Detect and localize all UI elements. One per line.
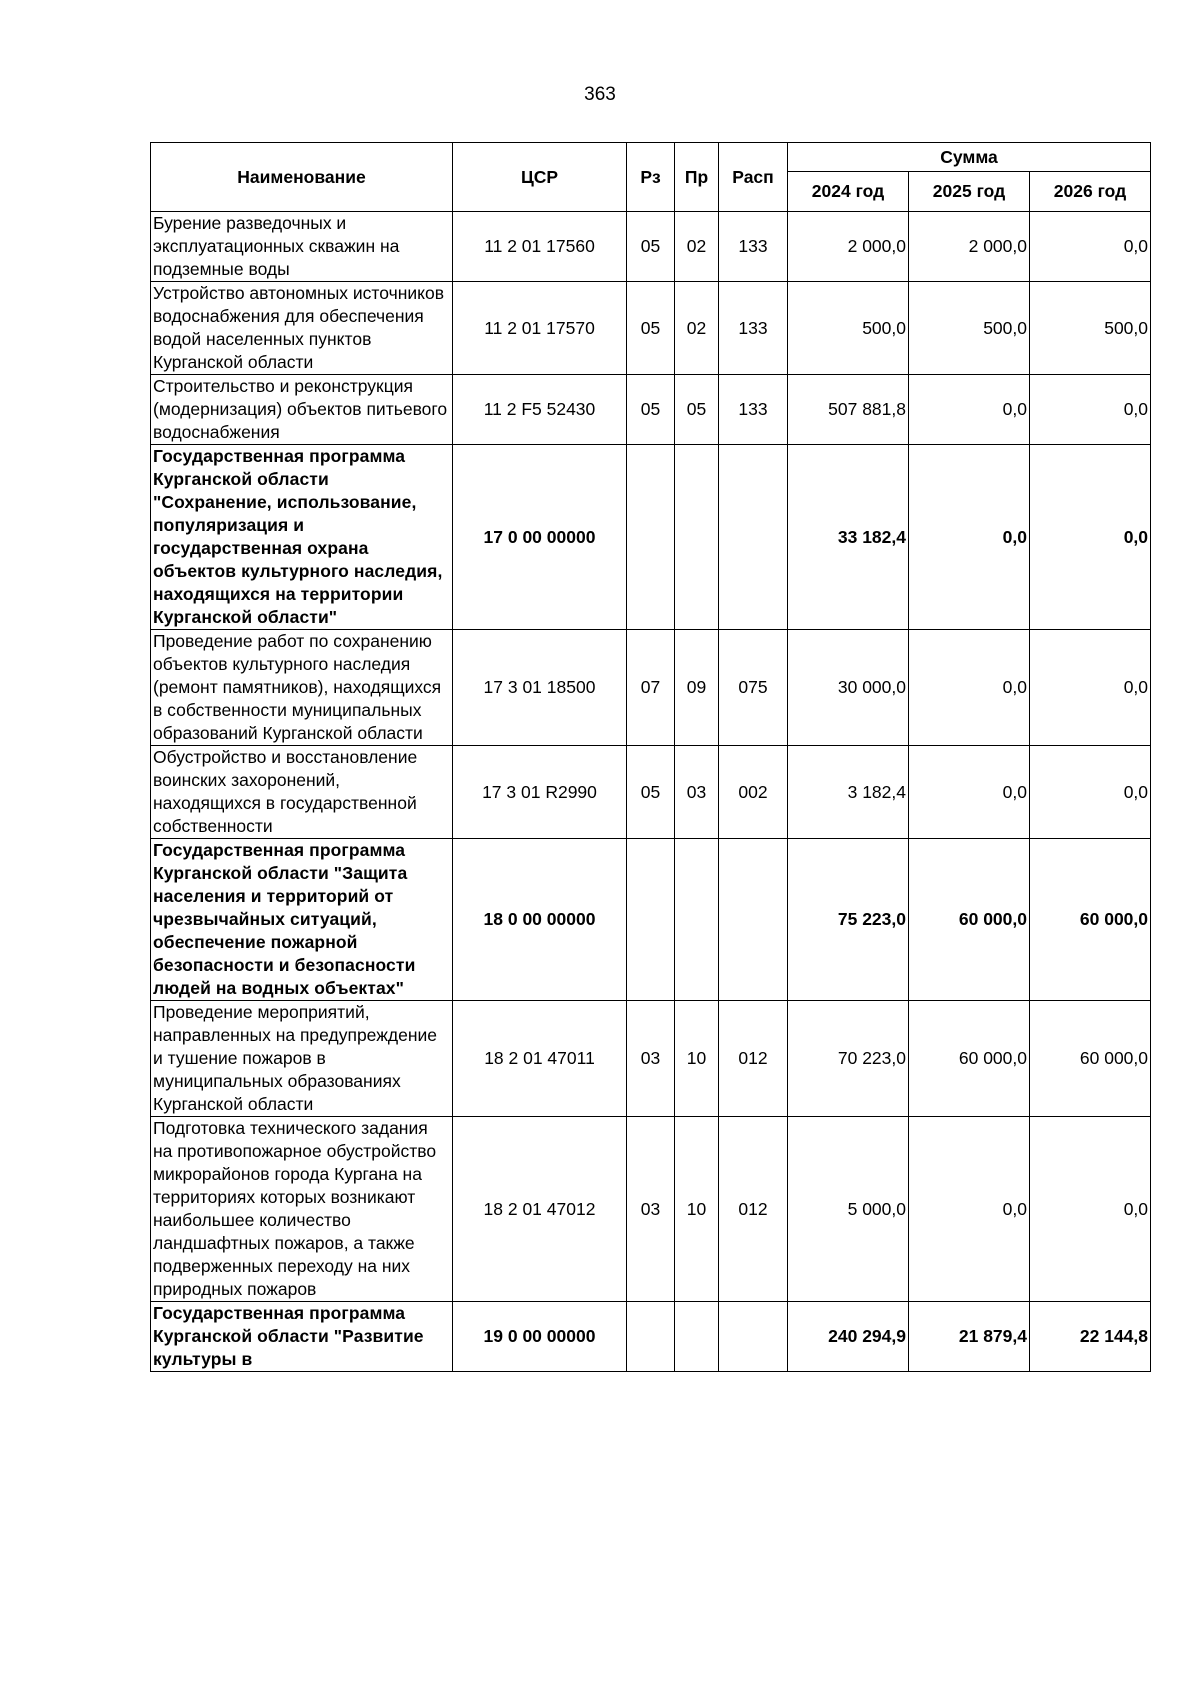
row-rasp: [719, 445, 788, 630]
row-rasp: 012: [719, 1001, 788, 1117]
row-name: Обустройство и восстановление воинских захоронений, находящихся в государственной собственности: [151, 746, 453, 839]
row-pr: 09: [675, 630, 719, 746]
row-csr: 17 3 01 R2990: [453, 746, 627, 839]
header-csr: ЦСР: [453, 143, 627, 212]
row-name: Проведение работ по сохранению объектов культурного наследия (ремонт памятников), находящихся в собственности муниципальных образований Курганской области: [151, 630, 453, 746]
header-name: Наименование: [151, 143, 453, 212]
header-2024: 2024 год: [788, 172, 909, 212]
row-pr: 02: [675, 282, 719, 375]
row-pr: [675, 839, 719, 1001]
program-row: [151, 445, 1151, 630]
row-rasp: 133: [719, 375, 788, 445]
row-rasp: [719, 1302, 788, 1372]
row-2025: 0,0: [909, 630, 1030, 746]
table-body: [151, 212, 1151, 1372]
row-2024: 75 223,0: [788, 839, 909, 1001]
row-name: Строительство и реконструкция (модернизация) объектов питьевого водоснабжения: [151, 375, 453, 445]
row-csr: 11 2 01 17560: [453, 212, 627, 282]
row-2024: 3 182,4: [788, 746, 909, 839]
header-2026: 2026 год: [1030, 172, 1151, 212]
row-csr: 18 2 01 47012: [453, 1117, 627, 1302]
row-rasp: 133: [719, 282, 788, 375]
header-sum: Сумма: [788, 143, 1151, 172]
row-csr: 17 3 01 18500: [453, 630, 627, 746]
program-name: Государственная программа Курганской области "Развитие культуры в: [151, 1302, 453, 1372]
row-2024: 30 000,0: [788, 630, 909, 746]
row-rz: 05: [627, 375, 675, 445]
row-2026: 0,0: [1030, 375, 1151, 445]
header-2025: 2025 год: [909, 172, 1030, 212]
row-rz: 05: [627, 282, 675, 375]
table-row: [151, 1117, 1151, 1302]
row-2026: 60 000,0: [1030, 1001, 1151, 1117]
row-pr: 02: [675, 212, 719, 282]
row-2025: 0,0: [909, 375, 1030, 445]
row-rasp: 012: [719, 1117, 788, 1302]
row-pr: 10: [675, 1001, 719, 1117]
table-row: [151, 212, 1151, 282]
row-2026: 500,0: [1030, 282, 1151, 375]
program-row: [151, 839, 1151, 1001]
row-2024: 70 223,0: [788, 1001, 909, 1117]
row-2026: 0,0: [1030, 212, 1151, 282]
header-rz: Рз: [627, 143, 675, 212]
row-name: Подготовка технического задания на противопожарное обустройство микрорайонов города Кургана на территориях которых возникают наибольшее количество ландшафтных пожаров, а также подверженных переходу на них природных пожаров: [151, 1117, 453, 1302]
row-2026: 0,0: [1030, 746, 1151, 839]
row-2025: 21 879,4: [909, 1302, 1030, 1372]
row-rz: [627, 445, 675, 630]
table-row: [151, 630, 1151, 746]
row-2025: 60 000,0: [909, 1001, 1030, 1117]
row-name: Проведение мероприятий, направленных на предупреждение и тушение пожаров в муниципальных образованиях Курганской области: [151, 1001, 453, 1117]
row-csr: 18 2 01 47011: [453, 1001, 627, 1117]
table-row: [151, 1001, 1151, 1117]
row-name: Бурение разведочных и эксплуатационных скважин на подземные воды: [151, 212, 453, 282]
row-csr: 11 2 01 17570: [453, 282, 627, 375]
row-2026: 0,0: [1030, 1117, 1151, 1302]
row-2025: 60 000,0: [909, 839, 1030, 1001]
table-row: [151, 746, 1151, 839]
row-rasp: [719, 839, 788, 1001]
row-rasp: 002: [719, 746, 788, 839]
row-csr: 18 0 00 00000: [453, 839, 627, 1001]
row-pr: 10: [675, 1117, 719, 1302]
row-2026: 60 000,0: [1030, 839, 1151, 1001]
program-row: [151, 1302, 1151, 1372]
row-rasp: 133: [719, 212, 788, 282]
row-2024: 33 182,4: [788, 445, 909, 630]
row-rz: [627, 839, 675, 1001]
header-pr: Пр: [675, 143, 719, 212]
program-name: Государственная программа Курганской области "Сохранение, использование, популяризация и государственная охрана объектов культурного наследия, находящихся на территории Курганской области": [151, 445, 453, 630]
row-rasp: 075: [719, 630, 788, 746]
row-rz: 07: [627, 630, 675, 746]
row-2025: 0,0: [909, 445, 1030, 630]
header-rasp: Расп: [719, 143, 788, 212]
row-2024: 500,0: [788, 282, 909, 375]
row-rz: 03: [627, 1001, 675, 1117]
table-header: [151, 143, 1151, 212]
table-row: [151, 375, 1151, 445]
row-2025: 0,0: [909, 1117, 1030, 1302]
row-2026: 22 144,8: [1030, 1302, 1151, 1372]
row-2025: 0,0: [909, 746, 1030, 839]
page-number: 363: [584, 84, 616, 105]
row-csr: 17 0 00 00000: [453, 445, 627, 630]
row-pr: [675, 445, 719, 630]
row-pr: 03: [675, 746, 719, 839]
budget-table: [150, 142, 1151, 1372]
row-2024: 507 881,8: [788, 375, 909, 445]
row-rz: 03: [627, 1117, 675, 1302]
program-name: Государственная программа Курганской области "Защита населения и территорий от чрезвычайных ситуаций, обеспечение пожарной безопасности и безопасности людей на водных объектах": [151, 839, 453, 1001]
row-2024: 2 000,0: [788, 212, 909, 282]
row-2026: 0,0: [1030, 445, 1151, 630]
row-2025: 500,0: [909, 282, 1030, 375]
row-rz: [627, 1302, 675, 1372]
row-2026: 0,0: [1030, 630, 1151, 746]
row-2024: 5 000,0: [788, 1117, 909, 1302]
row-2024: 240 294,9: [788, 1302, 909, 1372]
row-csr: 19 0 00 00000: [453, 1302, 627, 1372]
row-rz: 05: [627, 746, 675, 839]
row-pr: [675, 1302, 719, 1372]
row-pr: 05: [675, 375, 719, 445]
row-csr: 11 2 F5 52430: [453, 375, 627, 445]
table-row: [151, 282, 1151, 375]
row-rz: 05: [627, 212, 675, 282]
row-name: Устройство автономных источников водоснабжения для обеспечения водой населенных пунктов Курганской области: [151, 282, 453, 375]
row-2025: 2 000,0: [909, 212, 1030, 282]
